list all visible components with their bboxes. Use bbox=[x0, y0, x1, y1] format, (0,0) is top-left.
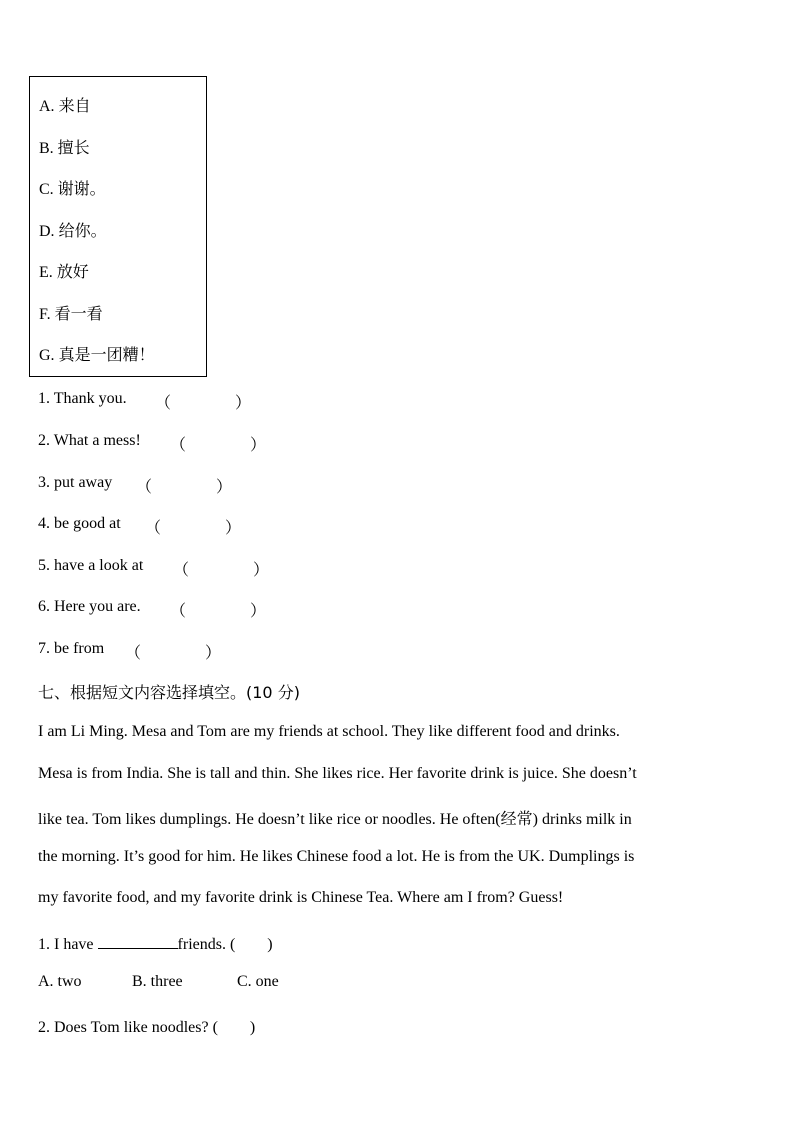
matching-item-5 bbox=[38, 557, 143, 575]
option-b bbox=[39, 135, 90, 158]
option-letter: D. bbox=[39, 223, 55, 240]
fill-blank[interactable] bbox=[98, 934, 178, 949]
passage-line: Mesa is from India. She is tall and thin. She likes rice. Her favorite drink is juice. She doesn’t bbox=[38, 765, 637, 782]
option-letter: A. bbox=[39, 98, 55, 115]
answer-paren[interactable]: （ ） bbox=[170, 603, 267, 620]
option-e bbox=[39, 259, 89, 282]
question-1 bbox=[38, 931, 273, 954]
option-text: 来自 bbox=[58, 98, 91, 115]
answer-paren[interactable]: （ ） bbox=[155, 395, 252, 412]
matching-item-3 bbox=[38, 474, 112, 492]
choice-b[interactable]: B. three bbox=[132, 973, 183, 990]
matching-text: 6. Here you are. bbox=[38, 598, 141, 615]
option-text: 擅长 bbox=[57, 140, 90, 157]
option-text: 放好 bbox=[56, 264, 89, 281]
matching-item-6 bbox=[38, 598, 141, 616]
option-text: 真是一团糟！ bbox=[58, 347, 155, 364]
section-title: 七、根据短文内容选择填空。(10 分) bbox=[38, 683, 300, 702]
matching-item-7 bbox=[38, 640, 104, 658]
choice-a[interactable]: A. two bbox=[38, 973, 82, 990]
option-text: 看一看 bbox=[54, 306, 103, 323]
option-a bbox=[39, 93, 91, 116]
answer-paren[interactable]: （ ） bbox=[125, 645, 222, 662]
passage-line: my favorite food, and my favorite drink is Chinese Tea. Where am I from? Guess! bbox=[38, 889, 564, 906]
passage-line: the morning. It’s good for him. He likes Chinese food a lot. He is from the UK. Dumplings is bbox=[38, 848, 635, 865]
question-prefix: 1. I have bbox=[38, 936, 98, 953]
matching-text: 2. What a mess! bbox=[38, 432, 141, 449]
answer-paren[interactable]: （ ） bbox=[145, 520, 242, 537]
option-c bbox=[39, 176, 106, 199]
answer-paren[interactable]: （ ） bbox=[173, 562, 270, 579]
matching-text: 1. Thank you. bbox=[38, 390, 127, 407]
passage-line: like tea. Tom likes dumplings. He doesn’t like rice or noodles. He often(经常) drinks milk in bbox=[38, 811, 632, 828]
choice-c[interactable]: C. one bbox=[237, 973, 279, 990]
option-text: 谢谢。 bbox=[57, 181, 106, 198]
matching-text: 5. have a look at bbox=[38, 557, 144, 574]
option-letter: G. bbox=[39, 347, 55, 364]
answer-paren[interactable]: （ ） bbox=[170, 437, 267, 454]
matching-text: 4. be good at bbox=[38, 515, 121, 532]
options-box bbox=[29, 76, 207, 377]
matching-text: 3. put away bbox=[38, 474, 113, 491]
matching-item-1 bbox=[38, 390, 127, 408]
option-letter: E. bbox=[39, 264, 53, 281]
option-d bbox=[39, 218, 107, 241]
matching-item-4 bbox=[38, 515, 121, 533]
option-letter: B. bbox=[39, 140, 54, 157]
question-2: 2. Does Tom like noodles? ( ) bbox=[38, 1019, 256, 1036]
option-f bbox=[39, 301, 103, 324]
answer-paren[interactable]: （ ） bbox=[136, 479, 233, 496]
option-text: 给你。 bbox=[58, 223, 107, 240]
question-suffix: friends. ( ) bbox=[177, 936, 273, 953]
matching-item-2 bbox=[38, 432, 141, 450]
passage-line: I am Li Ming. Mesa and Tom are my friends at school. They like different food and drinks. bbox=[38, 723, 620, 740]
option-letter: C. bbox=[39, 181, 54, 198]
option-g bbox=[39, 342, 155, 365]
option-letter: F. bbox=[39, 306, 51, 323]
matching-text: 7. be from bbox=[38, 640, 105, 657]
